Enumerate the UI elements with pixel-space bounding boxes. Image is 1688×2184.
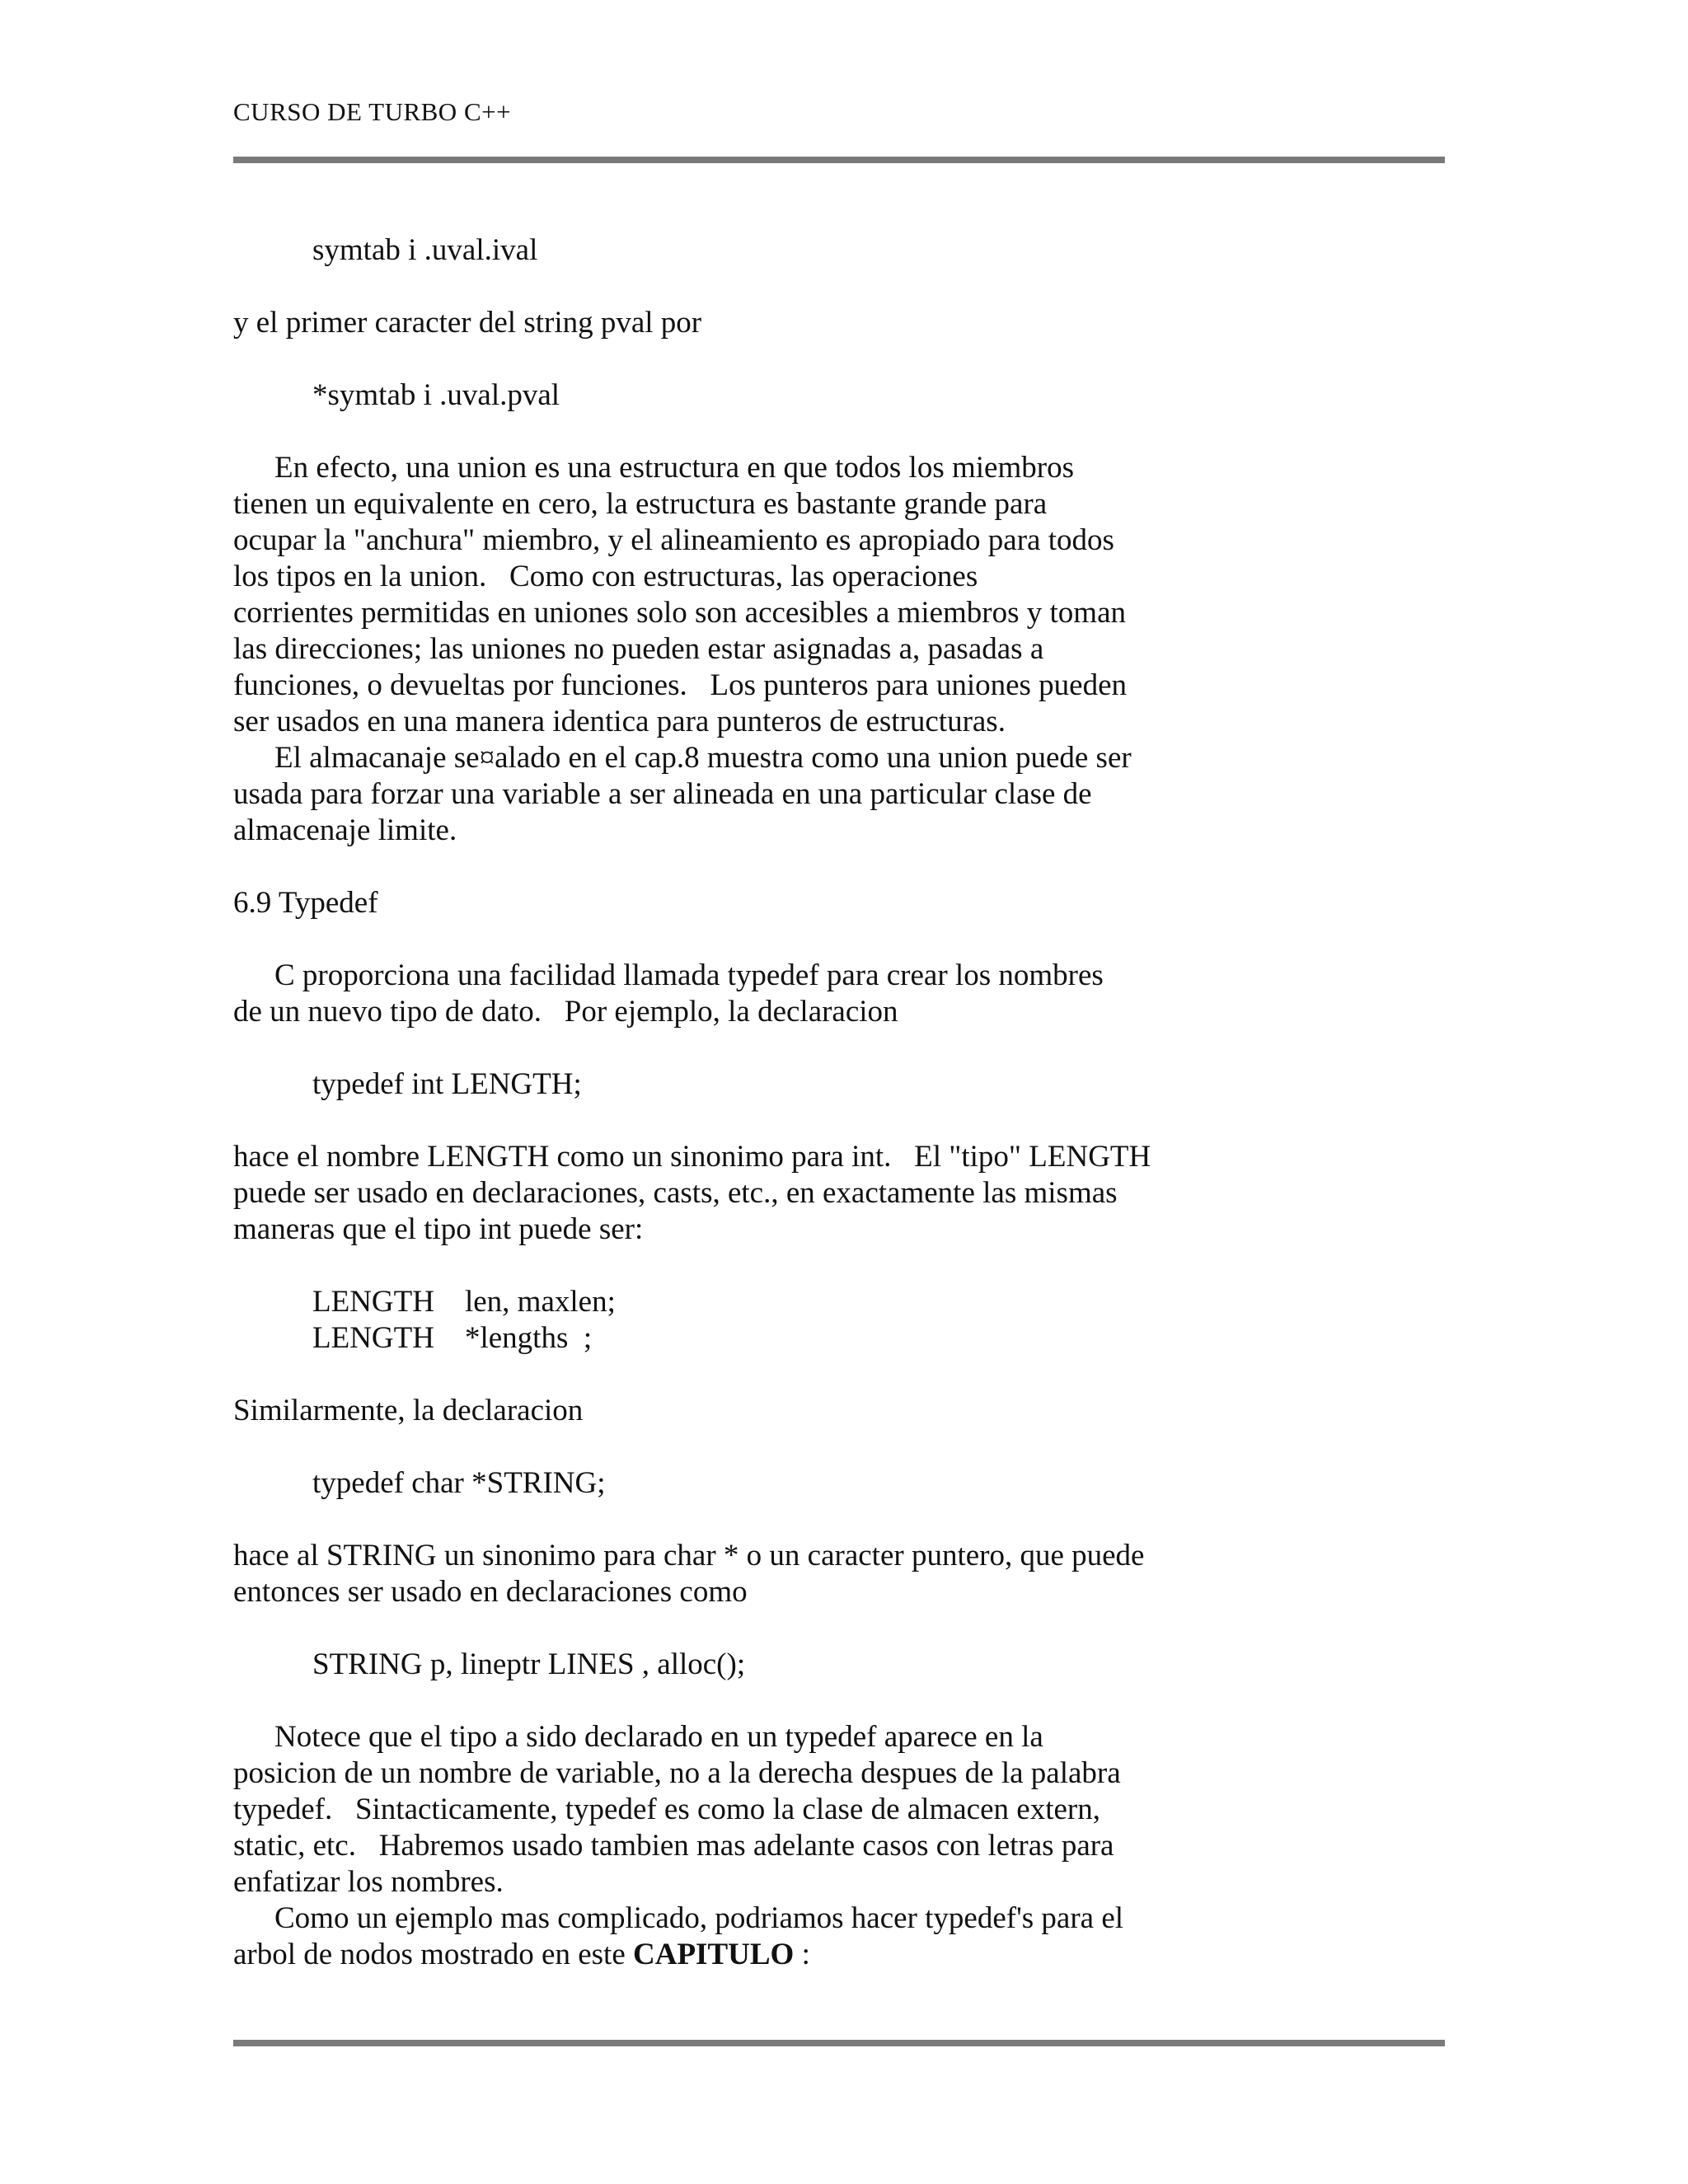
text-line: C proporciona una facilidad llamada typedef para crear los nombres	[274, 958, 1104, 992]
spacer	[233, 1357, 1437, 1393]
text-line: hace el nombre LENGTH como un sinonimo para int. El "tipo" LENGTH	[233, 1140, 1151, 1174]
header-rule	[233, 157, 1445, 163]
text-line: Como un ejemplo mas complicado, podriamos hacer typedef's para el	[274, 1901, 1124, 1935]
code-line: typedef int LENGTH;	[312, 1067, 582, 1101]
text-line: ser usados en una manera identica para punteros de estructuras.	[233, 705, 1006, 738]
text-line: Notece que el tipo a sido declarado en un typedef aparece en la	[274, 1720, 1043, 1754]
spacer	[233, 1248, 1437, 1284]
spacer	[233, 1429, 1437, 1465]
spacer	[233, 1030, 1437, 1066]
text-line: enfatizar los nombres.	[233, 1865, 504, 1899]
text-line: funciones, o devueltas por funciones. Los punteros para uniones pueden	[233, 668, 1128, 702]
spacer	[233, 1683, 1437, 1719]
text-line: corrientes permitidas en uniones solo son accesibles a miembros y toman	[233, 596, 1127, 630]
text-line: puede ser usado en declaraciones, casts, etc., en exactamente las mismas	[233, 1176, 1118, 1210]
code-line: LENGTH len, maxlen;	[312, 1285, 616, 1319]
text-run: :	[794, 1938, 810, 1971]
text-line: de un nuevo tipo de dato. Por ejemplo, la declaracion	[233, 995, 898, 1029]
spacer	[233, 1610, 1437, 1647]
text-line: almacenaje limite.	[233, 813, 457, 847]
text-line: usada para forzar una variable a ser alineada en una particular clase de	[233, 777, 1092, 811]
section-heading: 6.9 Typedef	[233, 886, 378, 920]
text-line: posicion de un nombre de variable, no a la derecha despues de la palabra	[233, 1756, 1121, 1790]
spacer	[233, 1103, 1437, 1139]
text-run: arbol de nodos mostrado en este	[233, 1938, 633, 1971]
text-line: hace al STRING un sinonimo para char * o un caracter puntero, que puede	[233, 1539, 1145, 1572]
spacer	[233, 341, 1437, 377]
code-line: LENGTH *lengths ;	[312, 1321, 593, 1355]
page-body	[233, 232, 1437, 1973]
code-line: STRING p, lineptr LINES , alloc();	[312, 1647, 746, 1681]
text-line: El almacanaje se¤alado en el cap.8 muestra como una union puede ser	[274, 741, 1132, 775]
text-line: Similarmente, la declaracion	[233, 1394, 584, 1427]
page-header: CURSO DE TURBO C++	[233, 97, 512, 126]
text-line: y el primer caracter del string pval por	[233, 306, 702, 340]
spacer	[233, 414, 1437, 450]
text-line	[233, 1937, 1437, 1973]
text-line: ocupar la "anchura" miembro, y el alineamiento es apropiado para todos	[233, 523, 1114, 557]
text-line: En efecto, una union es una estructura en que todos los miembros	[274, 451, 1074, 485]
text-line: static, etc. Habremos usado tambien mas adelante casos con letras para	[233, 1829, 1114, 1863]
footer-rule	[233, 2040, 1445, 2046]
bold-term: CAPITULO	[633, 1938, 795, 1971]
code-line: symtab i .uval.ival	[312, 233, 538, 267]
code-line: *symtab i .uval.pval	[312, 378, 560, 412]
spacer	[233, 269, 1437, 305]
spacer	[233, 1502, 1437, 1538]
text-line: las direcciones; las uniones no pueden estar asignadas a, pasadas a	[233, 632, 1044, 666]
text-line: tienen un equivalente en cero, la estructura es bastante grande para	[233, 487, 1048, 521]
text-line: los tipos en la union. Como con estructuras, las operaciones	[233, 560, 978, 593]
text-line: maneras que el tipo int puede ser:	[233, 1212, 644, 1246]
spacer	[233, 921, 1437, 958]
text-line: entonces ser usado en declaraciones como	[233, 1575, 748, 1609]
code-line: typedef char *STRING;	[312, 1466, 606, 1500]
text-line: typedef. Sintacticamente, typedef es como la clase de almacen extern,	[233, 1793, 1100, 1826]
spacer	[233, 849, 1437, 885]
